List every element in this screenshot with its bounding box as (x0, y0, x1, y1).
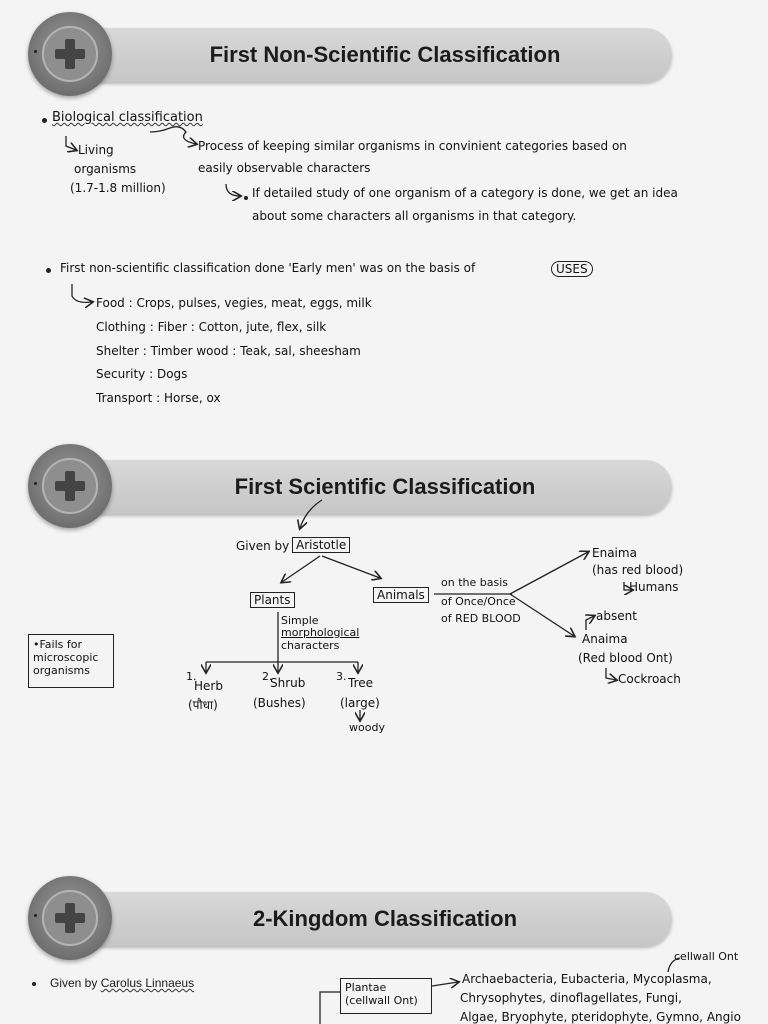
plantae-list-line2: Chrysophytes, dinoflagellates, Fungi, (460, 991, 682, 1005)
fails-line2: microscopic (33, 651, 99, 664)
tree-number: 3. (336, 670, 347, 683)
banner-title: First Scientific Classification (234, 474, 536, 499)
idea-line2: about some characters all organisms in that category. (252, 209, 577, 223)
process-definition-line1: Process of keeping similar organisms in convinient categories based on (198, 139, 627, 153)
given-by-text: Given by (50, 976, 98, 990)
fails-line1: •Fails for (33, 638, 83, 651)
organisms-label: organisms (74, 162, 137, 176)
tree-label: Tree (348, 676, 374, 690)
arrow-to-aristotle (300, 500, 322, 528)
arrow-to-enaima (510, 552, 588, 594)
humans-label: Humans (629, 580, 679, 594)
banner-title: 2-Kingdom Classification (252, 906, 518, 931)
uses-circled: USES (551, 261, 593, 277)
arrow-plantae-list (432, 982, 458, 986)
arrow-absent (586, 616, 594, 630)
cockroach-label: Cockroach (618, 672, 681, 686)
million-count: (1.7-1.8 million) (70, 181, 166, 195)
arrow-idea (226, 184, 240, 196)
line-plantae-left (320, 992, 340, 1024)
uses-shelter: Shelter : Timber wood : Teak, sal, sheesham (96, 344, 361, 358)
plantae-list-line3: Algae, Bryophyte, pteridophyte, Gymno, Angio (460, 1010, 741, 1024)
uses-security: Security : Dogs (96, 367, 188, 381)
basis-line1: on the basis (441, 576, 508, 589)
basis-line2: of Once/Once (441, 595, 516, 608)
linnaeus-name: Carolus Linnaeus (100, 976, 195, 990)
idea-line1: If detailed study of one organism of a category is done, we get an idea (252, 186, 678, 200)
plantae-line2: (cellwall Ont) (345, 994, 418, 1007)
plants-box: Plants (250, 592, 295, 608)
simple-line2: morphological (281, 626, 360, 639)
simple-line3: characters (281, 639, 340, 652)
simple-line1: Simple (281, 614, 319, 627)
plantae-list-line1: Archaebacteria, Eubacteria, Mycoplasma, (462, 972, 712, 986)
basis-line3: of RED BLOOD (441, 612, 521, 625)
uses-transport: Transport : Horse, ox (96, 391, 221, 405)
no-red-blood-label: (Red blood Ont) (578, 651, 673, 665)
herb-hindi-label: (पौधा) (188, 698, 218, 712)
uses-food: Food : Crops, pulses, vegies, meat, eggs, milk (96, 296, 372, 310)
anaima-label: Anaima (582, 632, 628, 646)
bushes-label: (Bushes) (253, 696, 306, 710)
animals-box: Animals (373, 587, 429, 603)
biological-classification-heading: Biological classification (52, 110, 203, 125)
arrow-to-cockroach (606, 668, 616, 680)
fails-line3: organisms (33, 664, 90, 677)
arrow-to-plants (282, 556, 320, 582)
arrow-to-animals (322, 556, 380, 578)
shrub-label: Shrub (270, 676, 306, 690)
banner-title: First Non-Scientific Classification (209, 42, 561, 67)
process-definition-line2: easily observable characters (198, 161, 371, 175)
given-by-label: Given by (236, 539, 290, 553)
enaima-label: Enaima (592, 546, 637, 560)
first-nonscientific-line: First non-scientific classification done 'Early men' was on the basis of (60, 261, 476, 275)
aristotle-box: Aristotle (292, 537, 350, 553)
cellwall-note: cellwall Ont (674, 950, 739, 963)
uses-clothing: Clothing : Fiber : Cotton, jute, flex, silk (96, 320, 327, 334)
arrow-food (72, 284, 92, 302)
plantae-line1: Plantae (345, 981, 387, 994)
herb-number: 1. (186, 670, 197, 683)
arrow-to-anaima (510, 594, 574, 636)
living-label: Living (78, 143, 114, 157)
has-red-blood-label: (has red blood) (592, 563, 684, 577)
shrub-number: 2. (262, 670, 273, 683)
arrow-living (66, 136, 76, 150)
absent-label: absent (596, 609, 637, 623)
herb-label: Herb (194, 679, 223, 693)
woody-label: woody (349, 721, 385, 734)
arrow-process (150, 127, 196, 144)
line-cellwall-note (668, 958, 680, 972)
large-label: (large) (340, 696, 380, 710)
arrow-to-humans (624, 582, 632, 590)
